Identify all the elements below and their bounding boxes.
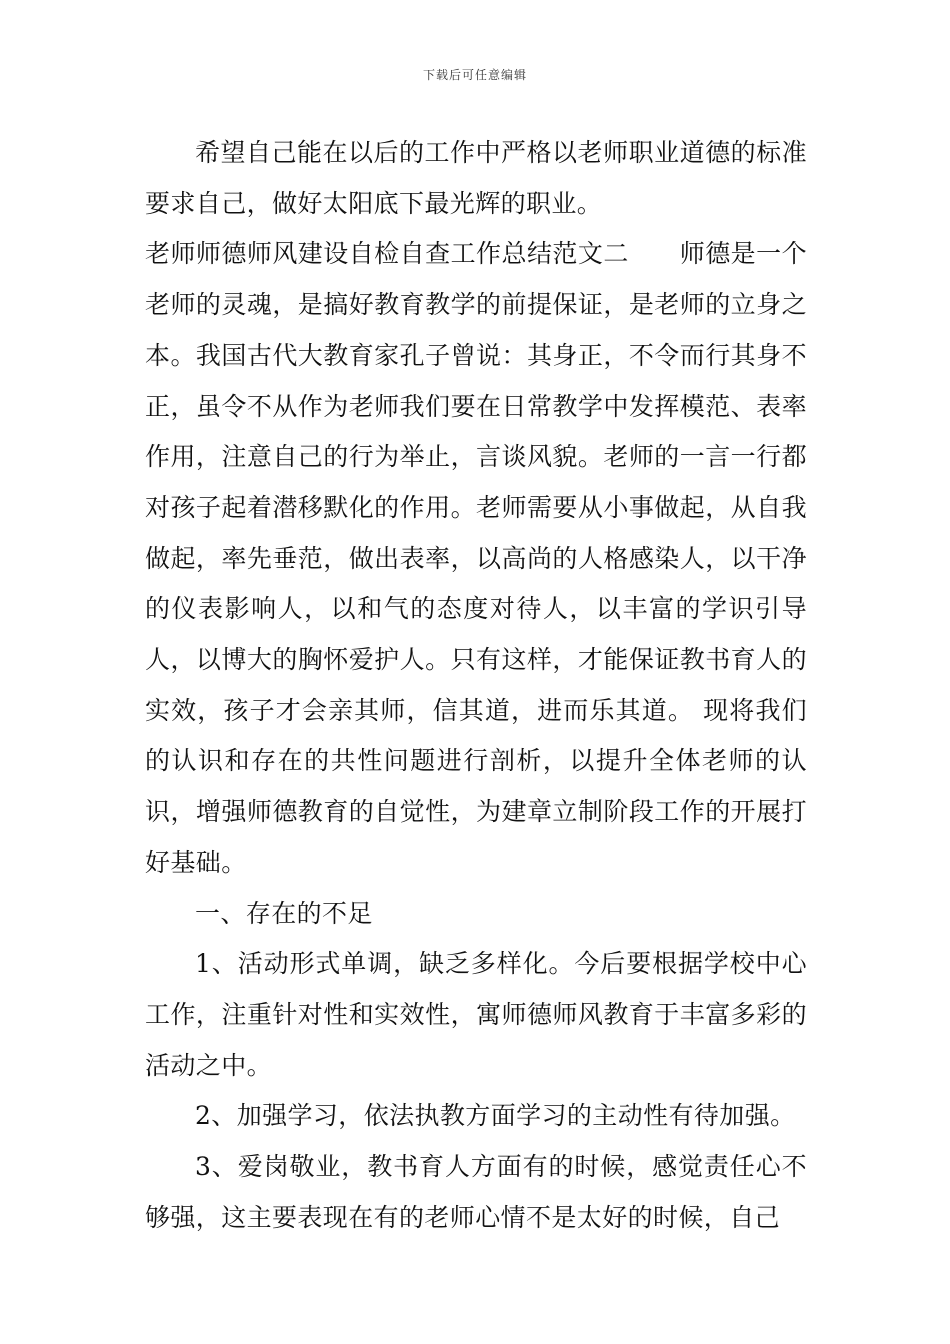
heading-shortcomings: 一、存在的不足 <box>195 898 373 928</box>
list-item-3: 3、爱岗敬业，教书育人方面有的时候，感觉责任心不够强，这主要表现在有的老师心情不是太好的时候，自己 <box>145 1152 807 1232</box>
page-header-note: 下载后可任意编辑 <box>422 68 527 82</box>
document-body <box>145 128 807 1243</box>
paragraph-closing-hope: 希望自己能在以后的工作中严格以老师职业道德的标准要求自己，做好太阳底下最光辉的职业。 <box>145 138 807 218</box>
list-item-1: 1、活动形式单调，缺乏多样化。今后要根据学校中心工作，注重针对性和实效性，寓师德师风教育于丰富多彩的活动之中。 <box>145 949 807 1080</box>
list-item-2: 2、加强学习，依法执教方面学习的主动性有待加强。 <box>195 1101 796 1131</box>
paragraph-section-two: 老师师德师风建设自检自查工作总结范文二 师德是一个老师的灵魂，是搞好教育教学的前提保证，是老师的立身之本。我国古代大教育家孔子曾说：其身正，不令而行其身不正，虽令不从作为老师我们要在日常教学中发挥模范、表率作用，注意自己的行为举止，言谈风貌。老师的一言一行都对孩子起着潜移默化的作用。老师需要从小事做起，从自我做起，率先垂范，做出表率，以高尚的人格感染人，以干净的仪表影响人，以和气的态度对待人，以丰富的学识引导人，以博大的胸怀爱护人。只有这样，才能保证教书育人的实效，孩子才会亲其师，信其道，进而乐其道。 现将我们的认识和存在的共性问题进行剖析，以提升全体老师的认识，增强师德教育的自觉性，为建章立制阶段工作的开展打好基础。 <box>145 239 807 877</box>
